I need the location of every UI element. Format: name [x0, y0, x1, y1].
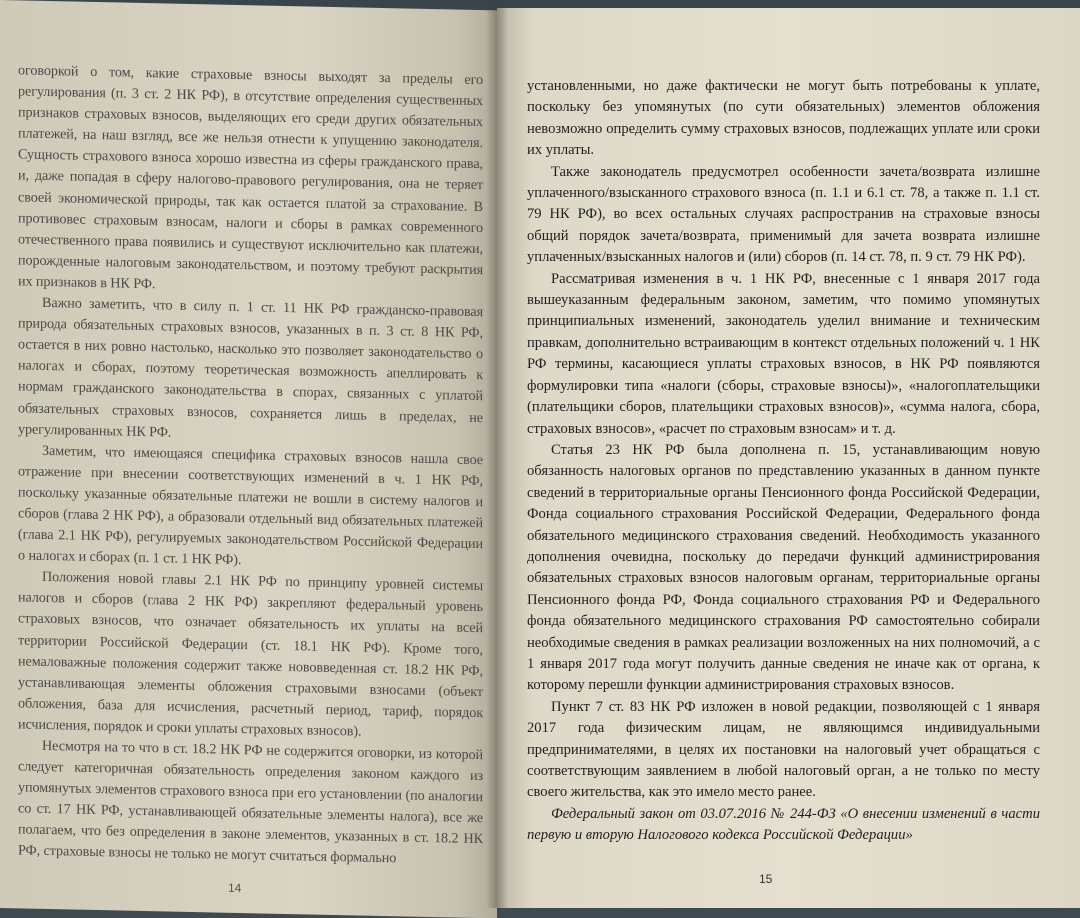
- right-paragraph-1: установленными, но даже фактически не могут быть потребованы к уплате, поскольку без упомянутых (по сути обязательных) элементов обложения невозможно определить сумму страховых взносов, подлежащих уплате или сроки их уплаты.: [527, 78, 1040, 159]
- left-page: [0, 0, 497, 918]
- left-paragraph-5: Несмотря на то что в ст. 18.2 НК РФ не содержится оговорки, из которой следует категоричная обязательность определения законом каждого из упомянутых элементов страхового взноса при его установлении (по аналогии со ст. 17 НК РФ, устанавливающей обязательные элементы налога), все же полагаем, что без определения в законе элементов, указанных в ст. 18.2 НК РФ, страховые взносы не только не могут считаться формально: [18, 737, 483, 867]
- right-page-number: 15: [759, 872, 773, 886]
- book-spine: [486, 0, 508, 908]
- right-paragraph-5: Пункт 7 ст. 83 НК РФ изложен в новой редакции, позволяющей с 1 января 2017 года физическим лицам, не являющимся индивидуальными предпринимателями, в целях их постановки на налоговый учет обращаться с соответствующим заявлением в любой налоговый орган, а не только по месту своего жительства, как это имело место ранее.: [527, 698, 1040, 801]
- right-paragraph-4: Статья 23 НК РФ была дополнена п. 15, устанавливающим новую обязанность налоговых органов по представлению указанных в данном пункте сведений в территориальные органы Пенсионного фонда Российской Федерации, Фонда социального страхования Российской Федерации, Федерального фонда обязательного медицинского страхования сведений. Необходимость указанного дополнения очевидна, поскольку до передачи функций администрирования обязательных страховых взносов налоговым органам, территориальные органы Пенсионного фонда РФ, Фонда социального страхования РФ и Федерального фонда обязательного медицинского страхования РФ самостоятельно собирали необходимые сведения в рамках реализации возложенных на них полномочий, а с 1 января 2017 года могут получить данные сведения не иначе как от органа, к которому перешли функции администрирования страховых взносов.: [527, 441, 1040, 694]
- law-citation: Федеральный закон от 03.07.2016 № 244-ФЗ «О внесении изменений в части первую и вторую Налогового кодекса Российской Федерации»: [527, 805, 1040, 844]
- right-paragraph-3: Рассматривая изменения в ч. 1 НК РФ, внесенные с 1 января 2017 года вышеуказанным федеральным законом, заметим, что помимо упомянутых принципиальных изменений, законодатель уделил внимание и техническим правкам, дополнительно встраивающим в контекст отдельных положений ч. 1 НК РФ термины, касающиеся уплаты страховых взносов, в НК РФ появляются формулировки типа «налоги (сборы, страховые взносы)», «налогоплательщики (плательщики сборов, плательщики страховых взносов)», «сумма налога, сбора, страховых взносов», «расчет по страховым взносам» и т. д.: [527, 270, 1040, 437]
- right-paragraph-2: Также законодатель предусмотрел особенности зачета/возврата излишне уплаченного/взысканного страхового взноса (п. 1.1 и 6.1 ст. 78, а также п. 1.1 ст. 79 НК РФ), во всех остальных случаях распространив на страховые взносы общий порядок зачета/возврата, применимый для зачета возврата излишне уплаченных/взысканных налогов и (или) сборов (п. 14 ст. 78, п. 9 ст. 79 НК РФ).: [527, 163, 1040, 266]
- left-paragraph-2: Важно заметить, что в силу п. 1 ст. 11 НК РФ гражданско-правовая природа обязательных страховых взносов, указанных в п. 3 ст. 8 НК РФ, остается в них ровно настолько, насколько это позволяет законодательство о налогах и сборах, поэтому теоретическая возможность апеллировать к нормам гражданского законодательства в спорах, связанных с уплатой обязательных страховых взносов, сохраняется лишь в пределах, не урегулированных НК РФ.: [18, 294, 483, 441]
- left-paragraph-3: Заметим, что имеющаяся специфика страховых взносов нашла свое отражение при внесении соответствующих изменений в ч. 1 НК РФ, поскольку указанные обязательные платежи не вошли в систему налогов и сборов (глава 2 НК РФ), а образовали отдельный вид обязательных платежей (глава 2.1 НК РФ), регулируемых законодательством Российской Федерации о налогах и сборах (п. 1 ст. 1 НК РФ).: [18, 442, 483, 569]
- left-paragraph-1: оговоркой о том, какие страховые взносы выходят за пределы его регулирования (п. 3 ст. 2 НК РФ), в отсутствие определения существенных признаков страховых взносов, выделяющих его среди других обязательных платежей, на наш взгляд, все же нельзя отнести к упущению законодателя. Сущность страхового взноса хорошо известна из сферы гражданского права, и, даже попадая в сферу налогово-правового регулирования, она не теряет своей экономической природы, так как остается платой за страхование. В противовес страховым взносам, налоги и сборы в рамках современного отечественного права появились и существуют исключительно как платежи, порожденные налоговым законодательством, и поэтому требуют раскрытия их признаков в НК РФ.: [18, 62, 483, 293]
- left-paragraph-4: Положения новой главы 2.1 НК РФ по принципу уровней системы налогов и сборов (глава 2 НК РФ) закрепляют федеральный уровень страховых взносов, что означает обязательность их уплаты на всей территории Российской Федерации (ст. 18.1 НК РФ). Кроме того, немаловажные положения содержит также нововведенная ст. 18.2 НК РФ, устанавливающая элементы обложения страховыми взносами (объект обложения, база для исчисления, расчетный период, тариф, порядок исчисления, порядок и сроки уплаты страховых взносов).: [18, 569, 483, 740]
- right-page: [497, 8, 1080, 908]
- left-page-number: 14: [228, 880, 242, 896]
